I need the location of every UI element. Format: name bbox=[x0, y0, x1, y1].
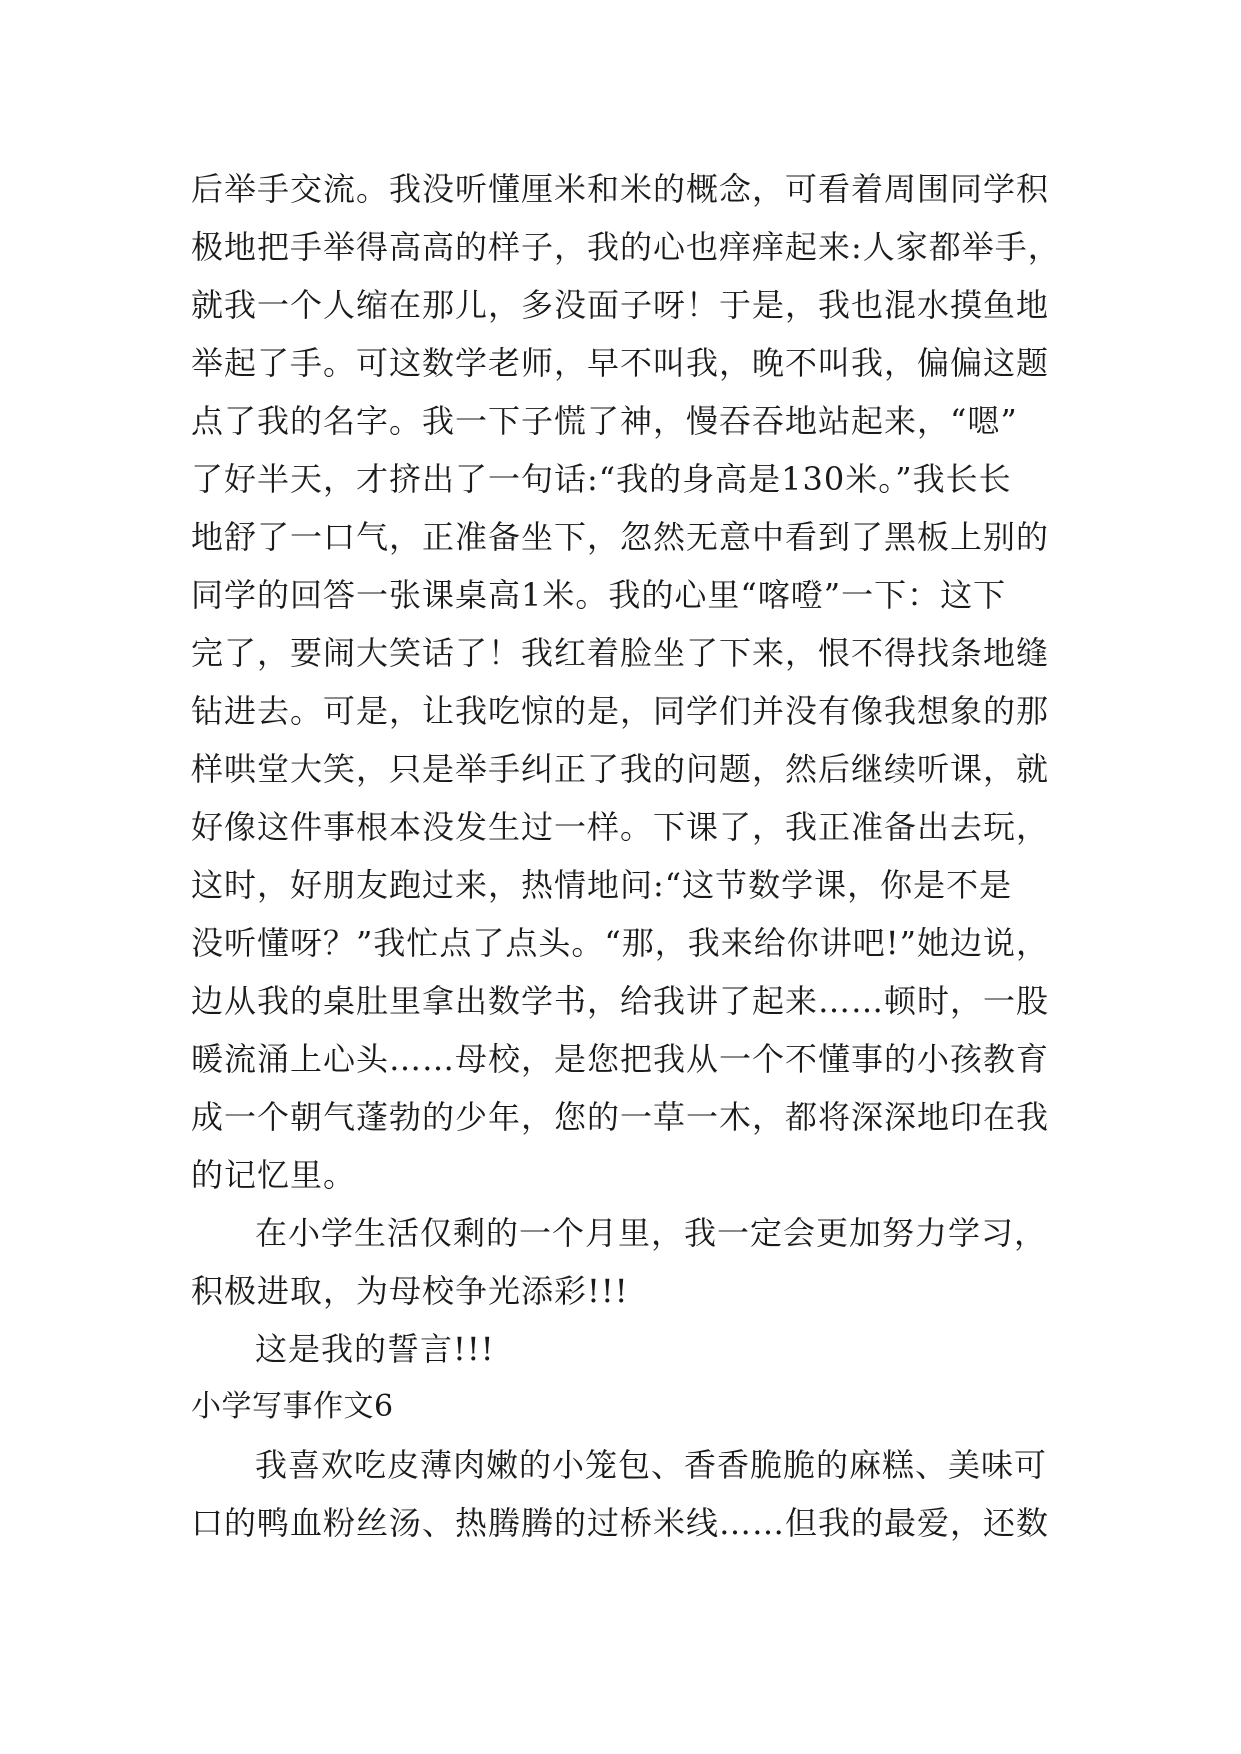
section-heading: 小学写事作文6 bbox=[191, 1389, 394, 1424]
text-line: 没听懂呀？”我忙点了点头。“那，我来给你讲吧!”她边说， bbox=[191, 924, 1049, 962]
paragraph-oath bbox=[191, 1320, 1051, 1378]
text-line: 了好半天，才挤出了一句话:“我的身高是130米。”我长长 bbox=[191, 460, 1012, 498]
text-line: 同学的回答一张课桌高1米。我的心里“喀噔”一下：这下 bbox=[191, 576, 1007, 614]
text-line: 后举手交流。我没听懂厘米和米的概念，可看着周围同学积 bbox=[191, 170, 1050, 208]
text-line: 样哄堂大笑，只是举手纠正了我的问题，然后继续听课，就 bbox=[191, 750, 1050, 788]
text-line: 暖流涌上心头……母校，是您把我从一个不懂事的小孩教育 bbox=[191, 1040, 1050, 1078]
text-line: 在小学生活仅剩的一个月里，我一定会更加努力学习， bbox=[255, 1214, 1048, 1252]
text-line: 边从我的桌肚里拿出数学书，给我讲了起来……顿时，一股 bbox=[191, 982, 1050, 1020]
text-line: 的记忆里。 bbox=[191, 1156, 357, 1194]
paragraph-resolution bbox=[191, 1204, 1051, 1320]
document-body bbox=[191, 160, 1061, 1552]
text-line: 好像这件事根本没发生过一样。下课了，我正准备出去玩， bbox=[191, 808, 1050, 846]
text-line: 积极进取，为母校争光添彩!!! bbox=[191, 1272, 629, 1310]
text-line: 我喜欢吃皮薄肉嫩的小笼包、香香脆脆的麻糕、美味可 bbox=[255, 1446, 1048, 1484]
text-line: 地舒了一口气，正准备坐下，忽然无意中看到了黑板上别的 bbox=[191, 518, 1050, 556]
text-line: 成一个朝气蓬勃的少年，您的一草一木，都将深深地印在我 bbox=[191, 1098, 1050, 1136]
text-line: 这时，好朋友跑过来，热情地问:“这节数学课，你是不是 bbox=[191, 866, 1013, 904]
paragraph-food bbox=[191, 1436, 1051, 1552]
text-line: 这是我的誓言!!! bbox=[255, 1330, 495, 1368]
text-line: 极地把手举得高高的样子，我的心也痒痒起来:人家都举手， bbox=[191, 228, 1061, 266]
paragraph-memory bbox=[191, 160, 1061, 1204]
text-line: 点了我的名字。我一下子慌了神，慢吞吞地站起来，“嗯” bbox=[191, 402, 1018, 440]
text-line: 钻进去。可是，让我吃惊的是，同学们并没有像我想象的那 bbox=[191, 692, 1050, 730]
text-line: 就我一个人缩在那儿，多没面子呀！于是，我也混水摸鱼地 bbox=[191, 286, 1050, 324]
text-line: 完了，要闹大笑话了！我红着脸坐了下来，恨不得找条地缝 bbox=[191, 634, 1050, 672]
text-line: 口的鸭血粉丝汤、热腾腾的过桥米线……但我的最爱，还数 bbox=[191, 1504, 1050, 1542]
text-line: 举起了手。可这数学老师，早不叫我，晚不叫我，偏偏这题 bbox=[191, 344, 1050, 382]
